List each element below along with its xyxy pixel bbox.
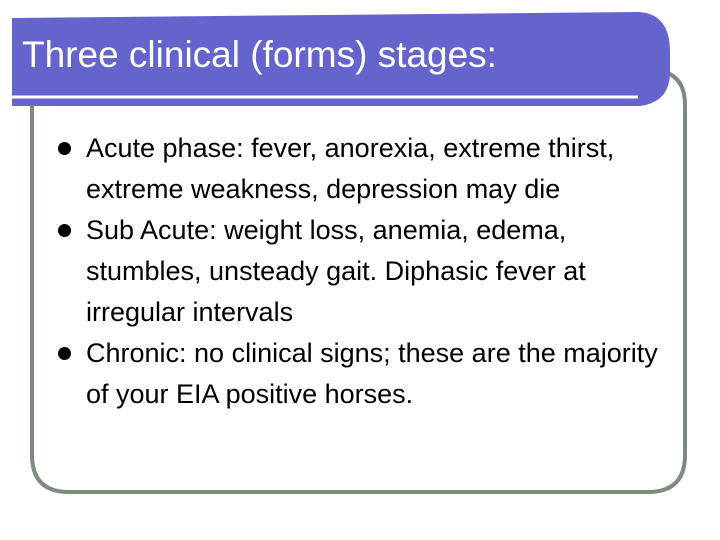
bullet-item-chronic xyxy=(58,333,658,415)
bullet-dot-icon xyxy=(58,347,71,360)
bullet-text-chronic: Chronic: no clinical signs; these are the majority of your EIA positive horses. xyxy=(86,338,658,409)
bullet-dot-icon xyxy=(58,224,71,237)
slide-title: Three clinical (forms) stages: xyxy=(22,34,497,75)
bullet-text-acute: Acute phase: fever, anorexia, extreme thirst, extreme weakness, depression may die xyxy=(86,133,615,204)
bullet-item-sub-acute xyxy=(58,210,658,333)
bullet-dot-icon xyxy=(58,142,71,155)
bullet-list xyxy=(58,128,658,415)
bullet-item-acute xyxy=(58,128,658,210)
bullet-text-sub-acute: Sub Acute: weight loss, anemia, edema, stumbles, unsteady gait. Diphasic fever at irregular intervals xyxy=(86,215,586,327)
